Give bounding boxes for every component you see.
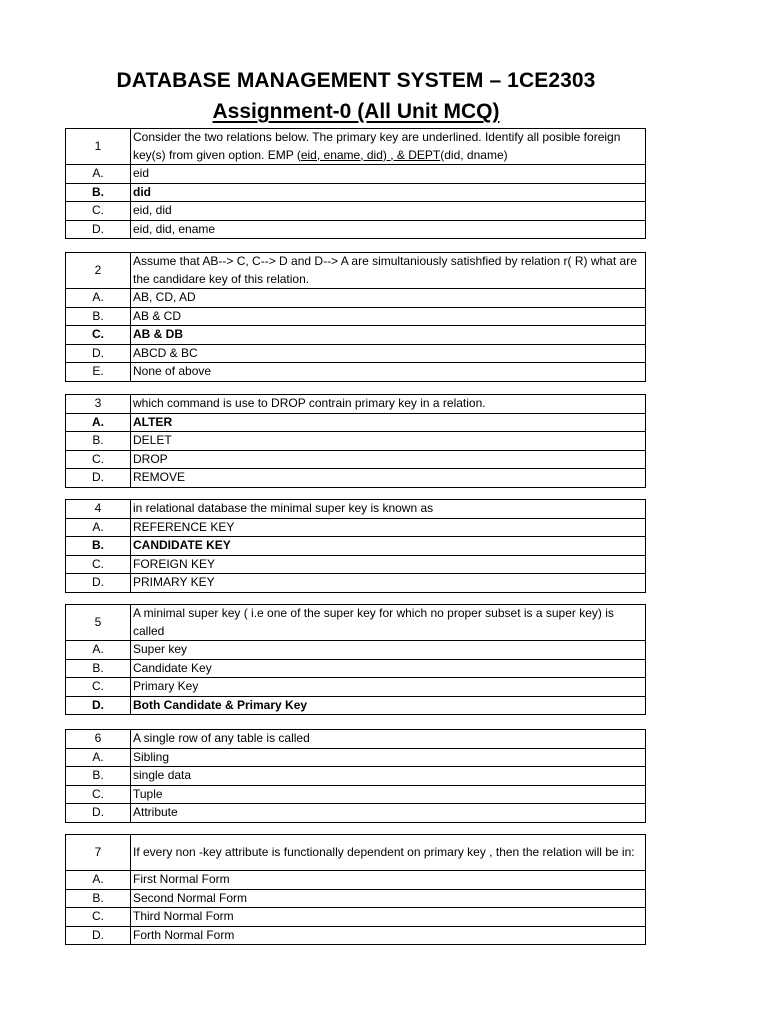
page-title: DATABASE MANAGEMENT SYSTEM – 1CE2303 (116, 69, 596, 92)
option-text: First Normal Form (131, 871, 646, 890)
option-letter: C. (66, 908, 131, 927)
option-letter: A. (66, 518, 131, 537)
option-row (66, 165, 646, 184)
option-row (66, 432, 646, 451)
option-row (66, 307, 646, 326)
option-letter: B. (66, 537, 131, 556)
option-row (66, 289, 646, 308)
question-text: If every non -key attribute is functionally dependent on primary key , then the relation will be in: (131, 835, 646, 871)
option-letter: A. (66, 289, 131, 308)
option-row-correct (66, 326, 646, 345)
question-text: Assume that AB--> C, C--> D and D--> A are simultaniously satishfied by relation r( R) what are the candidare key of this relation. (131, 253, 646, 289)
option-letter: C. (66, 785, 131, 804)
question-row (66, 605, 646, 641)
option-text: eid, did (131, 202, 646, 221)
underlined-keys: eid, ename, did) , & DEPT (300, 147, 441, 162)
option-row (66, 202, 646, 221)
question-7-table (65, 834, 646, 945)
option-row (66, 767, 646, 786)
option-text: Second Normal Form (131, 889, 646, 908)
option-text: None of above (131, 363, 646, 382)
option-row (66, 344, 646, 363)
option-text: PRIMARY KEY (131, 574, 646, 593)
question-row (66, 500, 646, 519)
question-number: 5 (66, 605, 131, 641)
option-letter: C. (66, 678, 131, 697)
option-row (66, 450, 646, 469)
option-letter: E. (66, 363, 131, 382)
question-5-table (65, 604, 646, 715)
option-text: did (131, 183, 646, 202)
option-text: Primary Key (131, 678, 646, 697)
option-row (66, 574, 646, 593)
page-subtitle (0, 97, 712, 127)
option-text: AB & CD (131, 307, 646, 326)
option-letter: D. (66, 696, 131, 715)
option-letter: D. (66, 469, 131, 488)
option-row (66, 889, 646, 908)
question-number: 7 (66, 835, 131, 871)
option-row (66, 908, 646, 927)
option-text: Both Candidate & Primary Key (131, 696, 646, 715)
option-text: ABCD & BC (131, 344, 646, 363)
option-row-correct (66, 537, 646, 556)
option-letter: A. (66, 641, 131, 660)
question-number: 1 (66, 129, 131, 165)
subtitle-text: Assignment-0 (All Unit MCQ) (212, 100, 500, 123)
option-text: AB, CD, AD (131, 289, 646, 308)
option-letter: C. (66, 202, 131, 221)
option-text: DROP (131, 450, 646, 469)
option-text: Super key (131, 641, 646, 660)
question-number: 4 (66, 500, 131, 519)
option-letter: C. (66, 555, 131, 574)
option-letter: A. (66, 871, 131, 890)
option-letter: D. (66, 926, 131, 945)
option-text: REFERENCE KEY (131, 518, 646, 537)
option-text: CANDIDATE KEY (131, 537, 646, 556)
question-number: 6 (66, 730, 131, 749)
option-row-correct (66, 696, 646, 715)
option-text: eid (131, 165, 646, 184)
option-row (66, 678, 646, 697)
option-text: DELET (131, 432, 646, 451)
option-row (66, 469, 646, 488)
option-row (66, 518, 646, 537)
question-text: Consider the two relations below. The primary key are underlined. Identify all posible foreign key(s) from given option. EMP (eid, ename, did) , & DEPT(did, dname) (131, 129, 646, 165)
option-row (66, 220, 646, 239)
option-letter: B. (66, 659, 131, 678)
question-text: in relational database the minimal super key is known as (131, 500, 646, 519)
option-text: Third Normal Form (131, 908, 646, 927)
option-row-correct (66, 183, 646, 202)
question-2-table (65, 252, 646, 382)
question-text: which command is use to DROP contrain primary key in a relation. (131, 395, 646, 414)
option-text: Tuple (131, 785, 646, 804)
option-text: Candidate Key (131, 659, 646, 678)
question-text: A single row of any table is called (131, 730, 646, 749)
option-row (66, 555, 646, 574)
option-row (66, 804, 646, 823)
option-letter: D. (66, 344, 131, 363)
option-text: eid, did, ename (131, 220, 646, 239)
option-letter: B. (66, 183, 131, 202)
question-text: A minimal super key ( i.e one of the super key for which no proper subset is a super key) is called (131, 605, 646, 641)
question-3-table (65, 394, 646, 488)
question-number: 3 (66, 395, 131, 414)
question-4-table (65, 499, 646, 593)
question-row (66, 253, 646, 289)
option-row (66, 659, 646, 678)
option-text: FOREIGN KEY (131, 555, 646, 574)
option-letter: B. (66, 307, 131, 326)
option-text: Sibling (131, 748, 646, 767)
option-text: REMOVE (131, 469, 646, 488)
option-letter: A. (66, 748, 131, 767)
option-letter: D. (66, 804, 131, 823)
option-letter: B. (66, 432, 131, 451)
option-letter: A. (66, 165, 131, 184)
option-row (66, 748, 646, 767)
question-row (66, 129, 646, 165)
question-number: 2 (66, 253, 131, 289)
option-row-correct (66, 413, 646, 432)
question-1-table (65, 128, 646, 239)
option-row (66, 363, 646, 382)
option-text: single data (131, 767, 646, 786)
question-row (66, 730, 646, 749)
option-row (66, 641, 646, 660)
option-text: AB & DB (131, 326, 646, 345)
question-row (66, 835, 646, 871)
option-letter: C. (66, 326, 131, 345)
option-row (66, 926, 646, 945)
question-6-table (65, 729, 646, 823)
option-letter: C. (66, 450, 131, 469)
option-row (66, 785, 646, 804)
option-letter: D. (66, 220, 131, 239)
option-letter: A. (66, 413, 131, 432)
option-text: Attribute (131, 804, 646, 823)
option-text: ALTER (131, 413, 646, 432)
option-letter: B. (66, 767, 131, 786)
option-text: Forth Normal Form (131, 926, 646, 945)
option-row (66, 871, 646, 890)
question-row (66, 395, 646, 414)
option-letter: D. (66, 574, 131, 593)
option-letter: B. (66, 889, 131, 908)
